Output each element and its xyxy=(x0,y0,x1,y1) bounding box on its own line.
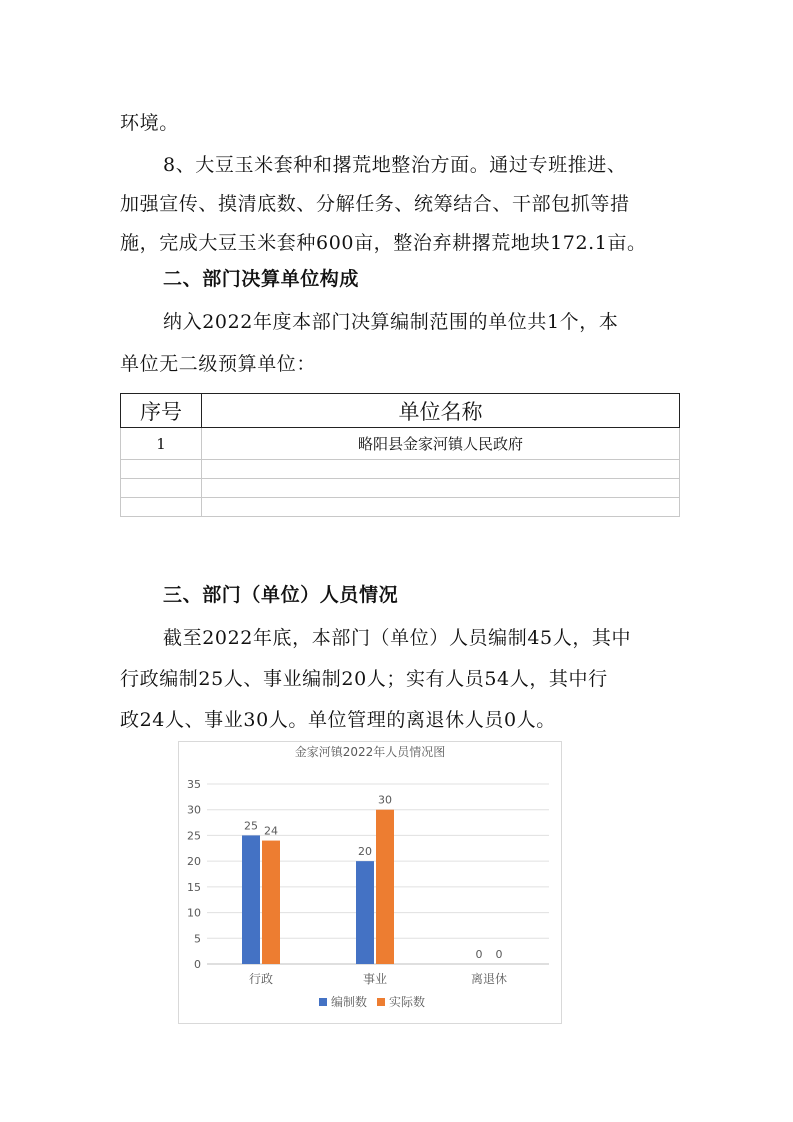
paragraph-8-line-1: 8、大豆玉米套种和撂荒地整治方面。通过专班推进、 xyxy=(163,154,627,176)
chart-legend-swatch xyxy=(377,998,385,1006)
table-row-empty xyxy=(121,498,680,517)
chart-legend-label: 编制数 xyxy=(331,995,368,1009)
table-cell-name: 略阳县金家河镇人民政府 xyxy=(202,428,680,460)
section-2-heading: 二、部门决算单位构成 xyxy=(163,268,360,290)
chart-data-label: 0 xyxy=(475,948,483,961)
chart-y-tick-label: 10 xyxy=(187,906,201,920)
chart-x-tick-label: 离退休 xyxy=(470,972,508,986)
chart-y-tick-label: 5 xyxy=(194,932,201,946)
table-row xyxy=(121,428,680,460)
chart-data-label: 0 xyxy=(495,948,503,961)
section-3-line-3: 政24人、事业30人。单位管理的离退休人员0人。 xyxy=(120,709,556,731)
chart-title: 金家河镇2022年人员情况图 xyxy=(294,745,446,759)
staff-chart xyxy=(178,741,562,1024)
chart-data-label: 24 xyxy=(264,824,278,838)
chart-y-tick-label: 35 xyxy=(187,778,201,791)
chart-data-label: 30 xyxy=(378,793,392,807)
chart-data-label: 25 xyxy=(244,819,258,833)
paragraph-8-line-3: 施，完成大豆玉米套种600亩，整治弃耕撂荒地块172.1亩。 xyxy=(120,232,647,254)
chart-x-tick-label: 事业 xyxy=(362,972,388,986)
unit-table xyxy=(120,393,680,517)
chart-data-label: 20 xyxy=(358,845,372,859)
table-row-empty xyxy=(121,460,680,479)
table-cell-no: 1 xyxy=(121,428,202,460)
section-3-line-2: 行政编制25人、事业编制20人；实有人员54人，其中行 xyxy=(120,668,608,690)
chart-y-tick-label: 0 xyxy=(194,958,201,971)
paragraph-8-line-2: 加强宣传、摸清底数、分解任务、统筹结合、干部包抓等措 xyxy=(120,193,630,215)
chart-bar xyxy=(262,841,280,964)
chart-y-tick-label: 20 xyxy=(187,855,201,869)
chart-bar xyxy=(356,861,374,964)
chart-y-tick-label: 30 xyxy=(187,803,201,817)
chart-y-tick-label: 25 xyxy=(187,829,201,843)
chart-x-tick-label: 行政 xyxy=(248,972,274,986)
section-3-heading: 三、部门（单位）人员情况 xyxy=(163,584,399,606)
section-2-line-2: 单位无二级预算单位： xyxy=(120,353,317,375)
chart-bar xyxy=(242,835,260,964)
chart-legend-label: 实际数 xyxy=(389,995,426,1009)
table-header-name: 单位名称 xyxy=(202,394,680,428)
paragraph-environment-tail: 环境。 xyxy=(120,112,179,134)
table-row-empty xyxy=(121,479,680,498)
staff-chart-svg xyxy=(179,742,561,1023)
chart-bar xyxy=(376,810,394,964)
chart-legend-swatch xyxy=(319,998,327,1006)
table-header-no: 序号 xyxy=(121,394,202,428)
section-2-line-1: 纳入2022年度本部门决算编制范围的单位共1个，本 xyxy=(163,311,619,333)
chart-y-tick-label: 15 xyxy=(187,880,201,894)
section-3-line-1: 截至2022年底，本部门（单位）人员编制45人，其中 xyxy=(163,627,632,649)
